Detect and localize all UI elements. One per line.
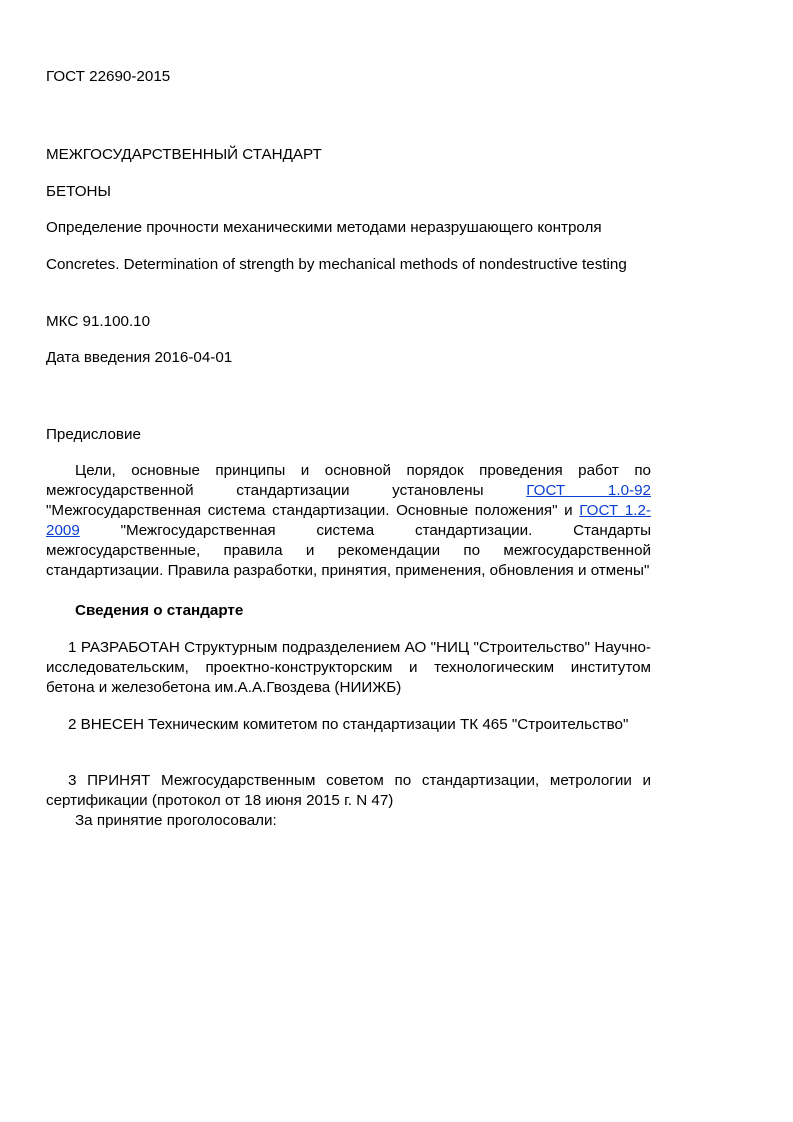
standard-info-heading: Сведения о стандарте	[75, 602, 244, 619]
standard-type: МЕЖГОСУДАРСТВЕННЫЙ СТАНДАРТ	[46, 146, 322, 163]
document-title: БЕТОНЫ	[46, 183, 111, 200]
gost-1-0-92-link[interactable]: ГОСТ 1.0-92	[526, 482, 651, 499]
foreword-text-part1: Цели, основные принципы и основной порядок проведения работ по межгосударственной стандартизации установлены	[46, 462, 651, 499]
document-subtitle-ru: Определение прочности механическими методами неразрушающего контроля	[46, 219, 602, 236]
document-subtitle-en: Concretes. Determination of strength by mechanical methods of nondestructive testing	[46, 256, 627, 273]
introduction-date: Дата введения 2016-04-01	[46, 349, 233, 366]
document-code: ГОСТ 22690-2015	[46, 68, 171, 85]
info-item-developed: 1 РАЗРАБОТАН Структурным подразделением АО "НИЦ "Строительство" Научно-исследовательским, проектно-конструкторским и технологическим институтом бетона и железобетона им.А.А.Гвоздева (НИИЖБ)	[46, 639, 651, 696]
info-item-adopted: 3 ПРИНЯТ Межгосударственным советом по стандартизации, метрологии и сертификации (протокол от 18 июня 2015 г. N 47)	[46, 772, 651, 809]
info-item-submitted: 2 ВНЕСЕН Техническим комитетом по стандартизации ТК 465 "Строительство"	[68, 716, 629, 733]
document-page	[46, 0, 651, 1122]
mks-code: МКС 91.100.10	[46, 313, 151, 330]
foreword-heading: Предисловие	[46, 426, 141, 443]
gost-1-2-2009-link[interactable]: ГОСТ 1.2-2009	[46, 502, 651, 539]
foreword-text-part2: "Межгосударственная система стандартизации. Основные положения" и	[46, 502, 580, 519]
foreword-paragraph	[46, 461, 651, 581]
foreword-text-part3: "Межгосударственная система стандартизации. Стандарты межгосударственные, правила и рекомендации по межгосударственной стандартизации. Правила разработки, принятия, применения, обновления и отмены"	[46, 522, 651, 579]
voted-for-label: За принятие проголосовали:	[75, 812, 277, 829]
